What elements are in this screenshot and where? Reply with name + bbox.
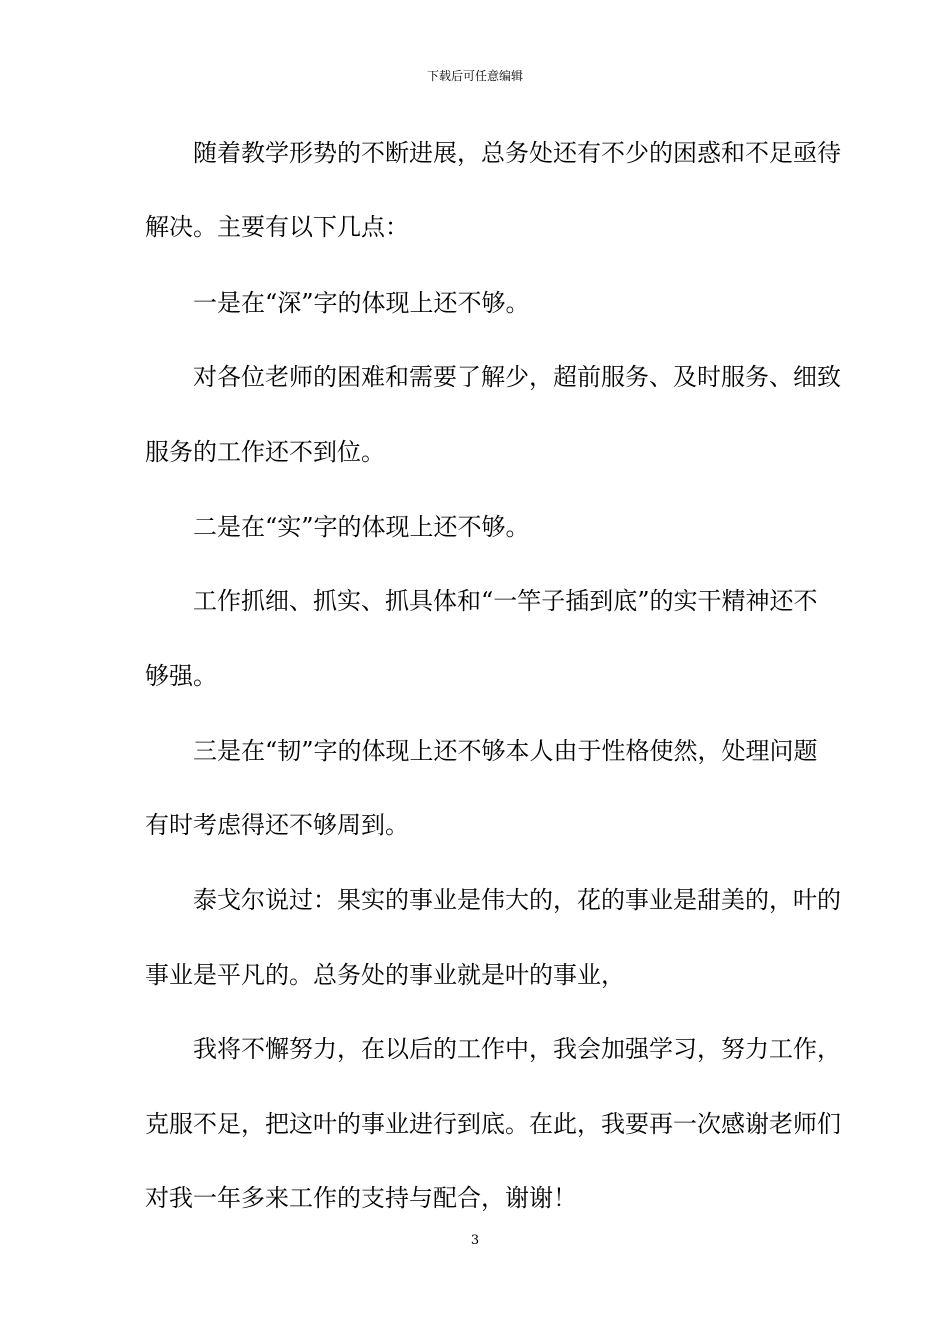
paragraph-line: 泰戈尔说过：果实的事业是伟大的，花的事业是甜美的，叶的 [193, 886, 841, 914]
paragraph-line: 事业是平凡的。总务处的事业就是叶的事业， [145, 961, 625, 989]
paragraph-line: 工作抓细、抓实、抓具体和“一竿子插到底”的实干精神还不 [193, 587, 818, 615]
paragraph-line: 解决。主要有以下几点： [145, 213, 409, 241]
header-note: 下载后可任意编辑 [426, 69, 523, 83]
paragraph-line: 二是在“实”字的体现上还不够。 [193, 513, 530, 541]
paragraph-line: 三是在“韧”字的体现上还不够本人由于性格使然，处理问题 [193, 737, 818, 765]
paragraph-line: 服务的工作还不到位。 [145, 438, 385, 466]
paragraph-line: 随着教学形势的不断进展，总务处还有不少的困惑和不足亟待 [193, 139, 841, 167]
paragraph-line: 够强。 [145, 662, 217, 690]
paragraph-line: 有时考虑得还不够周到。 [145, 811, 409, 839]
paragraph-line: 对各位老师的困难和需要了解少，超前服务、及时服务、细致 [193, 363, 841, 391]
paragraph-line: 我将不懈努力，在以后的工作中，我会加强学习，努力工作， [193, 1035, 841, 1063]
paragraph-line: 对我一年多来工作的支持与配合，谢谢！ [145, 1184, 577, 1212]
paragraph-line: 一是在“深”字的体现上还不够。 [193, 289, 530, 317]
page-number: 3 [470, 1233, 480, 1248]
paragraph-line: 克服不足，把这叶的事业进行到底。在此，我要再一次感谢老师们 [145, 1110, 841, 1138]
